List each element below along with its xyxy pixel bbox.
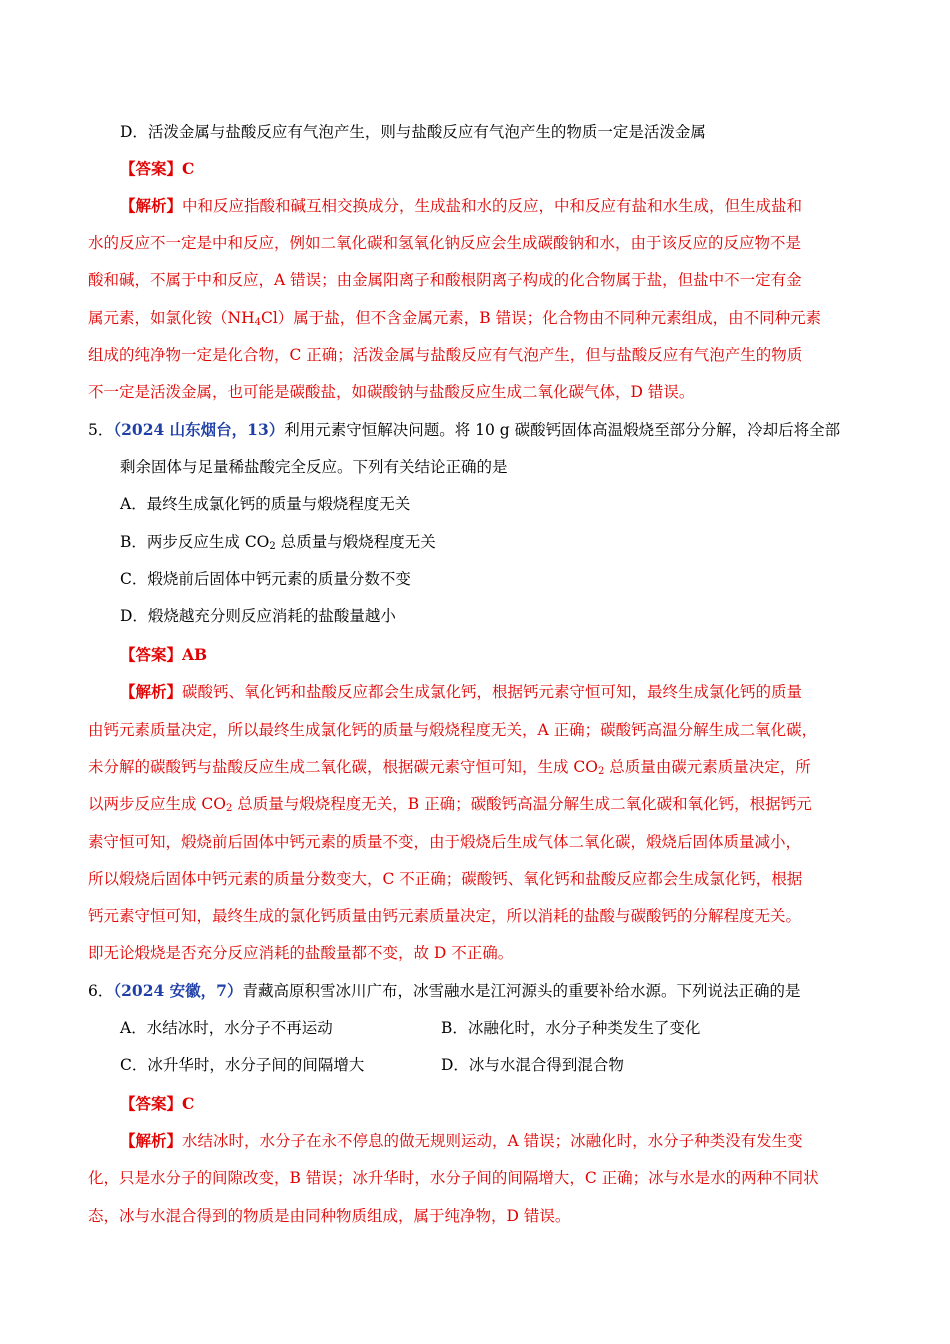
answer-value: C bbox=[182, 159, 195, 178]
analysis-text: 以两步反应生成 CO bbox=[88, 795, 226, 813]
q5-analysis-line bbox=[120, 682, 802, 702]
q6-analysis-line bbox=[120, 1131, 803, 1151]
answer-label: 【答案】 bbox=[120, 645, 183, 664]
q5-analysis-line: 素守恒可知，煅烧前后固体中钙元素的质量不变，由于煅烧后生成气体二氧化碳，煅烧后固体质量减小， bbox=[88, 833, 802, 851]
q5-answer bbox=[120, 645, 207, 665]
question-source: （2024 安徽，7） bbox=[113, 981, 243, 1000]
analysis-label: 【解析】 bbox=[120, 1131, 183, 1150]
analysis-text: 中和反应指酸和碱互相交换成分，生成盐和水的反应，中和反应有盐和水生成，但生成盐和 bbox=[182, 197, 803, 215]
analysis-text: Cl）属于盐，但不含金属元素，B 错误；化合物由不同种元素组成，由不同种元素 bbox=[260, 309, 822, 327]
q4-analysis-line: 组成的纯净物一定是化合物，C 正确；活泼金属与盐酸反应有气泡产生，但与盐酸反应有气泡产生的物质 bbox=[88, 346, 803, 364]
analysis-text: 水结冰时，水分子在永不停息的做无规则运动，A 错误；冰融化时，水分子种类没有发生变 bbox=[182, 1132, 803, 1150]
subscript: 2 bbox=[269, 541, 276, 552]
q5-analysis-line bbox=[88, 757, 811, 777]
q5-analysis-line: 钙元素守恒可知，最终生成的氯化钙质量由钙元素质量决定，所以消耗的盐酸与碳酸钙的分解程度无关。 bbox=[88, 907, 802, 925]
q4-option-d: D．活泼金属与盐酸反应有气泡产生，则与盐酸反应有气泡产生的物质一定是活泼金属 bbox=[120, 123, 706, 141]
q5-option-a: A．最终生成氯化钙的质量与煅烧程度无关 bbox=[120, 495, 411, 513]
answer-label: 【答案】 bbox=[120, 1094, 183, 1113]
q5-stem bbox=[88, 420, 840, 440]
analysis-label: 【解析】 bbox=[120, 196, 183, 215]
subscript: 4 bbox=[254, 317, 261, 328]
q5-analysis-line: 所以煅烧后固体中钙元素的质量分数变大，C 不正确；碳酸钙、氧化钙和盐酸反应都会生成氯化钙，根据 bbox=[88, 870, 803, 888]
q5-option-c: C．煅烧前后固体中钙元素的质量分数不变 bbox=[120, 570, 411, 588]
question-text: 利用元素守恒解决问题。将 10 g 碳酸钙固体高温煅烧至部分分解，冷却后将全部 bbox=[284, 421, 841, 439]
analysis-text: 碳酸钙、氧化钙和盐酸反应都会生成氯化钙，根据钙元素守恒可知，最终生成氯化钙的质量 bbox=[182, 683, 803, 701]
q6-answer bbox=[120, 1094, 194, 1114]
question-source: （2024 山东烟台，13） bbox=[113, 420, 285, 439]
answer-value: C bbox=[182, 1094, 195, 1113]
analysis-text: 未分解的碳酸钙与盐酸反应生成二氧化碳，根据碳元素守恒可知，生成 CO bbox=[88, 758, 598, 776]
q6-option-d: D．冰与水混合得到混合物 bbox=[441, 1056, 624, 1074]
analysis-label: 【解析】 bbox=[120, 682, 183, 701]
question-number: 5． bbox=[88, 421, 114, 439]
q6-stem bbox=[88, 981, 800, 1001]
option-text: 总质量与煅烧程度无关 bbox=[275, 533, 436, 551]
analysis-text: 属元素，如氯化铵（NH bbox=[88, 309, 255, 327]
q4-analysis-line bbox=[120, 196, 802, 216]
q6-option-c: C．冰升华时，水分子间的间隔增大 bbox=[120, 1056, 365, 1074]
subscript: 2 bbox=[598, 766, 605, 777]
q6-analysis-line: 态，冰与水混合得到的物质是由同种物质组成，属于纯净物，D 错误。 bbox=[88, 1207, 571, 1225]
q4-answer bbox=[120, 159, 194, 179]
subscript: 2 bbox=[226, 803, 233, 814]
q5-option-b bbox=[120, 532, 436, 552]
question-number: 6． bbox=[88, 982, 114, 1000]
q4-analysis-line: 酸和碱，不属于中和反应，A 错误；由金属阳离子和酸根阴离子构成的化合物属于盐，但盐中不一定有金 bbox=[88, 271, 802, 289]
q5-option-d: D．煅烧越充分则反应消耗的盐酸量越小 bbox=[120, 607, 396, 625]
option-text: B．两步反应生成 CO bbox=[120, 533, 270, 551]
answer-label: 【答案】 bbox=[120, 159, 183, 178]
analysis-text: 总质量与煅烧程度无关，B 正确；碳酸钙高温分解生成二氧化碳和氧化钙，根据钙元 bbox=[232, 795, 812, 813]
q5-analysis-line bbox=[88, 794, 812, 814]
q4-analysis-line: 水的反应不一定是中和反应，例如二氧化碳和氢氧化钠反应会生成碳酸钠和水，由于该反应的反应物不是 bbox=[88, 234, 802, 252]
question-text: 青藏高原积雪冰川广布，冰雪融水是江河源头的重要补给水源。下列说法正确的是 bbox=[242, 982, 801, 1000]
q5-analysis-line: 即无论煅烧是否充分反应消耗的盐酸量都不变，故 D 不正确。 bbox=[88, 944, 514, 962]
q6-option-a: A．水结冰时，水分子不再运动 bbox=[120, 1019, 333, 1037]
q5-stem-continued: 剩余固体与足量稀盐酸完全反应。下列有关结论正确的是 bbox=[120, 458, 508, 476]
q5-analysis-line: 由钙元素质量决定，所以最终生成氯化钙的质量与煅烧程度无关，A 正确；碳酸钙高温分解生成二氧化碳， bbox=[88, 721, 818, 739]
q4-analysis-line bbox=[88, 308, 821, 328]
q4-analysis-line: 不一定是活泼金属，也可能是碳酸盐，如碳酸钠与盐酸反应生成二氧化碳气体，D 错误。 bbox=[88, 383, 695, 401]
analysis-text: 总质量由碳元素质量决定，所 bbox=[604, 758, 811, 776]
q6-analysis-line: 化，只是水分子的间隙改变，B 错误；冰升华时，水分子间的间隔增大，C 正确；冰与水是水的两种不同状 bbox=[88, 1169, 819, 1187]
q6-option-b: B．冰融化时，水分子种类发生了变化 bbox=[441, 1019, 701, 1037]
answer-value: AB bbox=[182, 645, 208, 664]
